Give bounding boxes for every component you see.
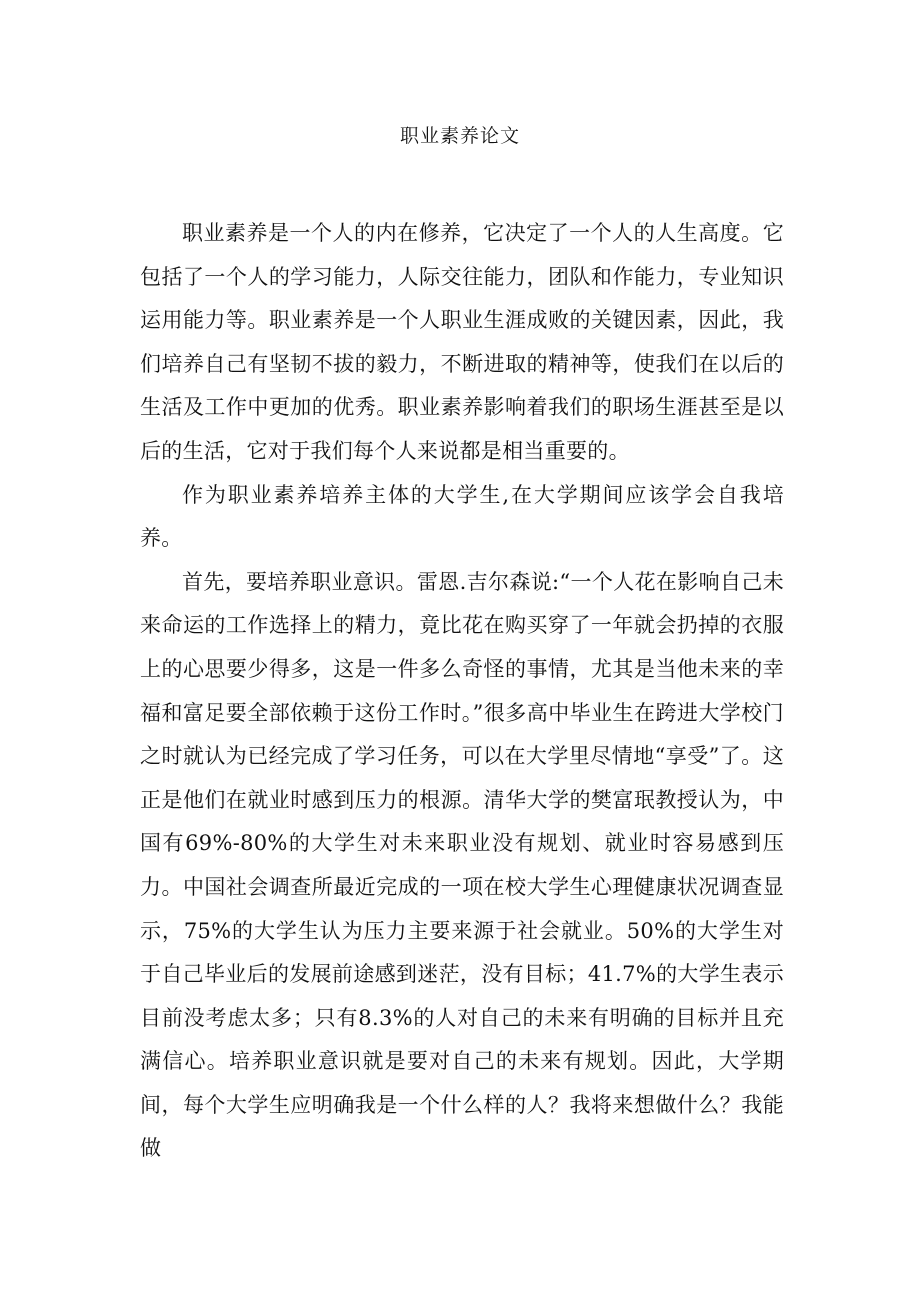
paragraph-intro: 职业素养是一个人的内在修养，它决定了一个人的人生高度。它包括了一个人的学习能力，人际交往能力，团队和作能力，专业知识运用能力等。职业素养是一个人职业生涯成败的关键因素，因此，我们培养自己有坚韧不拔的毅力，不断进取的精神等，使我们在以后的生活及工作中更加的优秀。职业素养影响着我们的职场生涯甚至是以后的生活，它对于我们每个人来说都是相当重要的。 xyxy=(140,221,784,463)
paragraph-self-cultivation: 作为职业素养培养主体的大学生,在大学期间应该学会自我培养。 xyxy=(140,482,784,551)
document-title: 职业素养论文 xyxy=(399,125,520,147)
paragraph-career-awareness: 首先，要培养职业意识。雷恩.吉尔森说:“一个人花在影响自己未来命运的工作选择上的精力，竟比花在购买穿了一年就会扔掉的衣服上的心思要少得多，这是一件多么奇怪的事情，尤其是当他未来的幸福和富足要全部依赖于这份工作时。”很多高中毕业生在跨进大学校门之时就认为已经完成了学习任务，可以在大学里尽情地“享受”了。这正是他们在就业时感到压力的根源。清华大学的樊富珉教授认为，中国有69%-80%的大学生对未来职业没有规划、就业时容易感到压力。中国社会调查所最近完成的一项在校大学生心理健康状况调查显示，75%的大学生认为压力主要来源于社会就业。50%的大学生对于自己毕业后的发展前途感到迷茫，没有目标；41.7%的大学生表示目前没考虑太多；只有8.3%的人对自己的未来有明确的目标并且充满信心。培养职业意识就是要对自己的未来有规划。因此，大学期间，每个大学生应明确我是一个什么样的人？我将来想做什么？我能做 xyxy=(140,569,784,1161)
document-body xyxy=(140,212,784,1171)
